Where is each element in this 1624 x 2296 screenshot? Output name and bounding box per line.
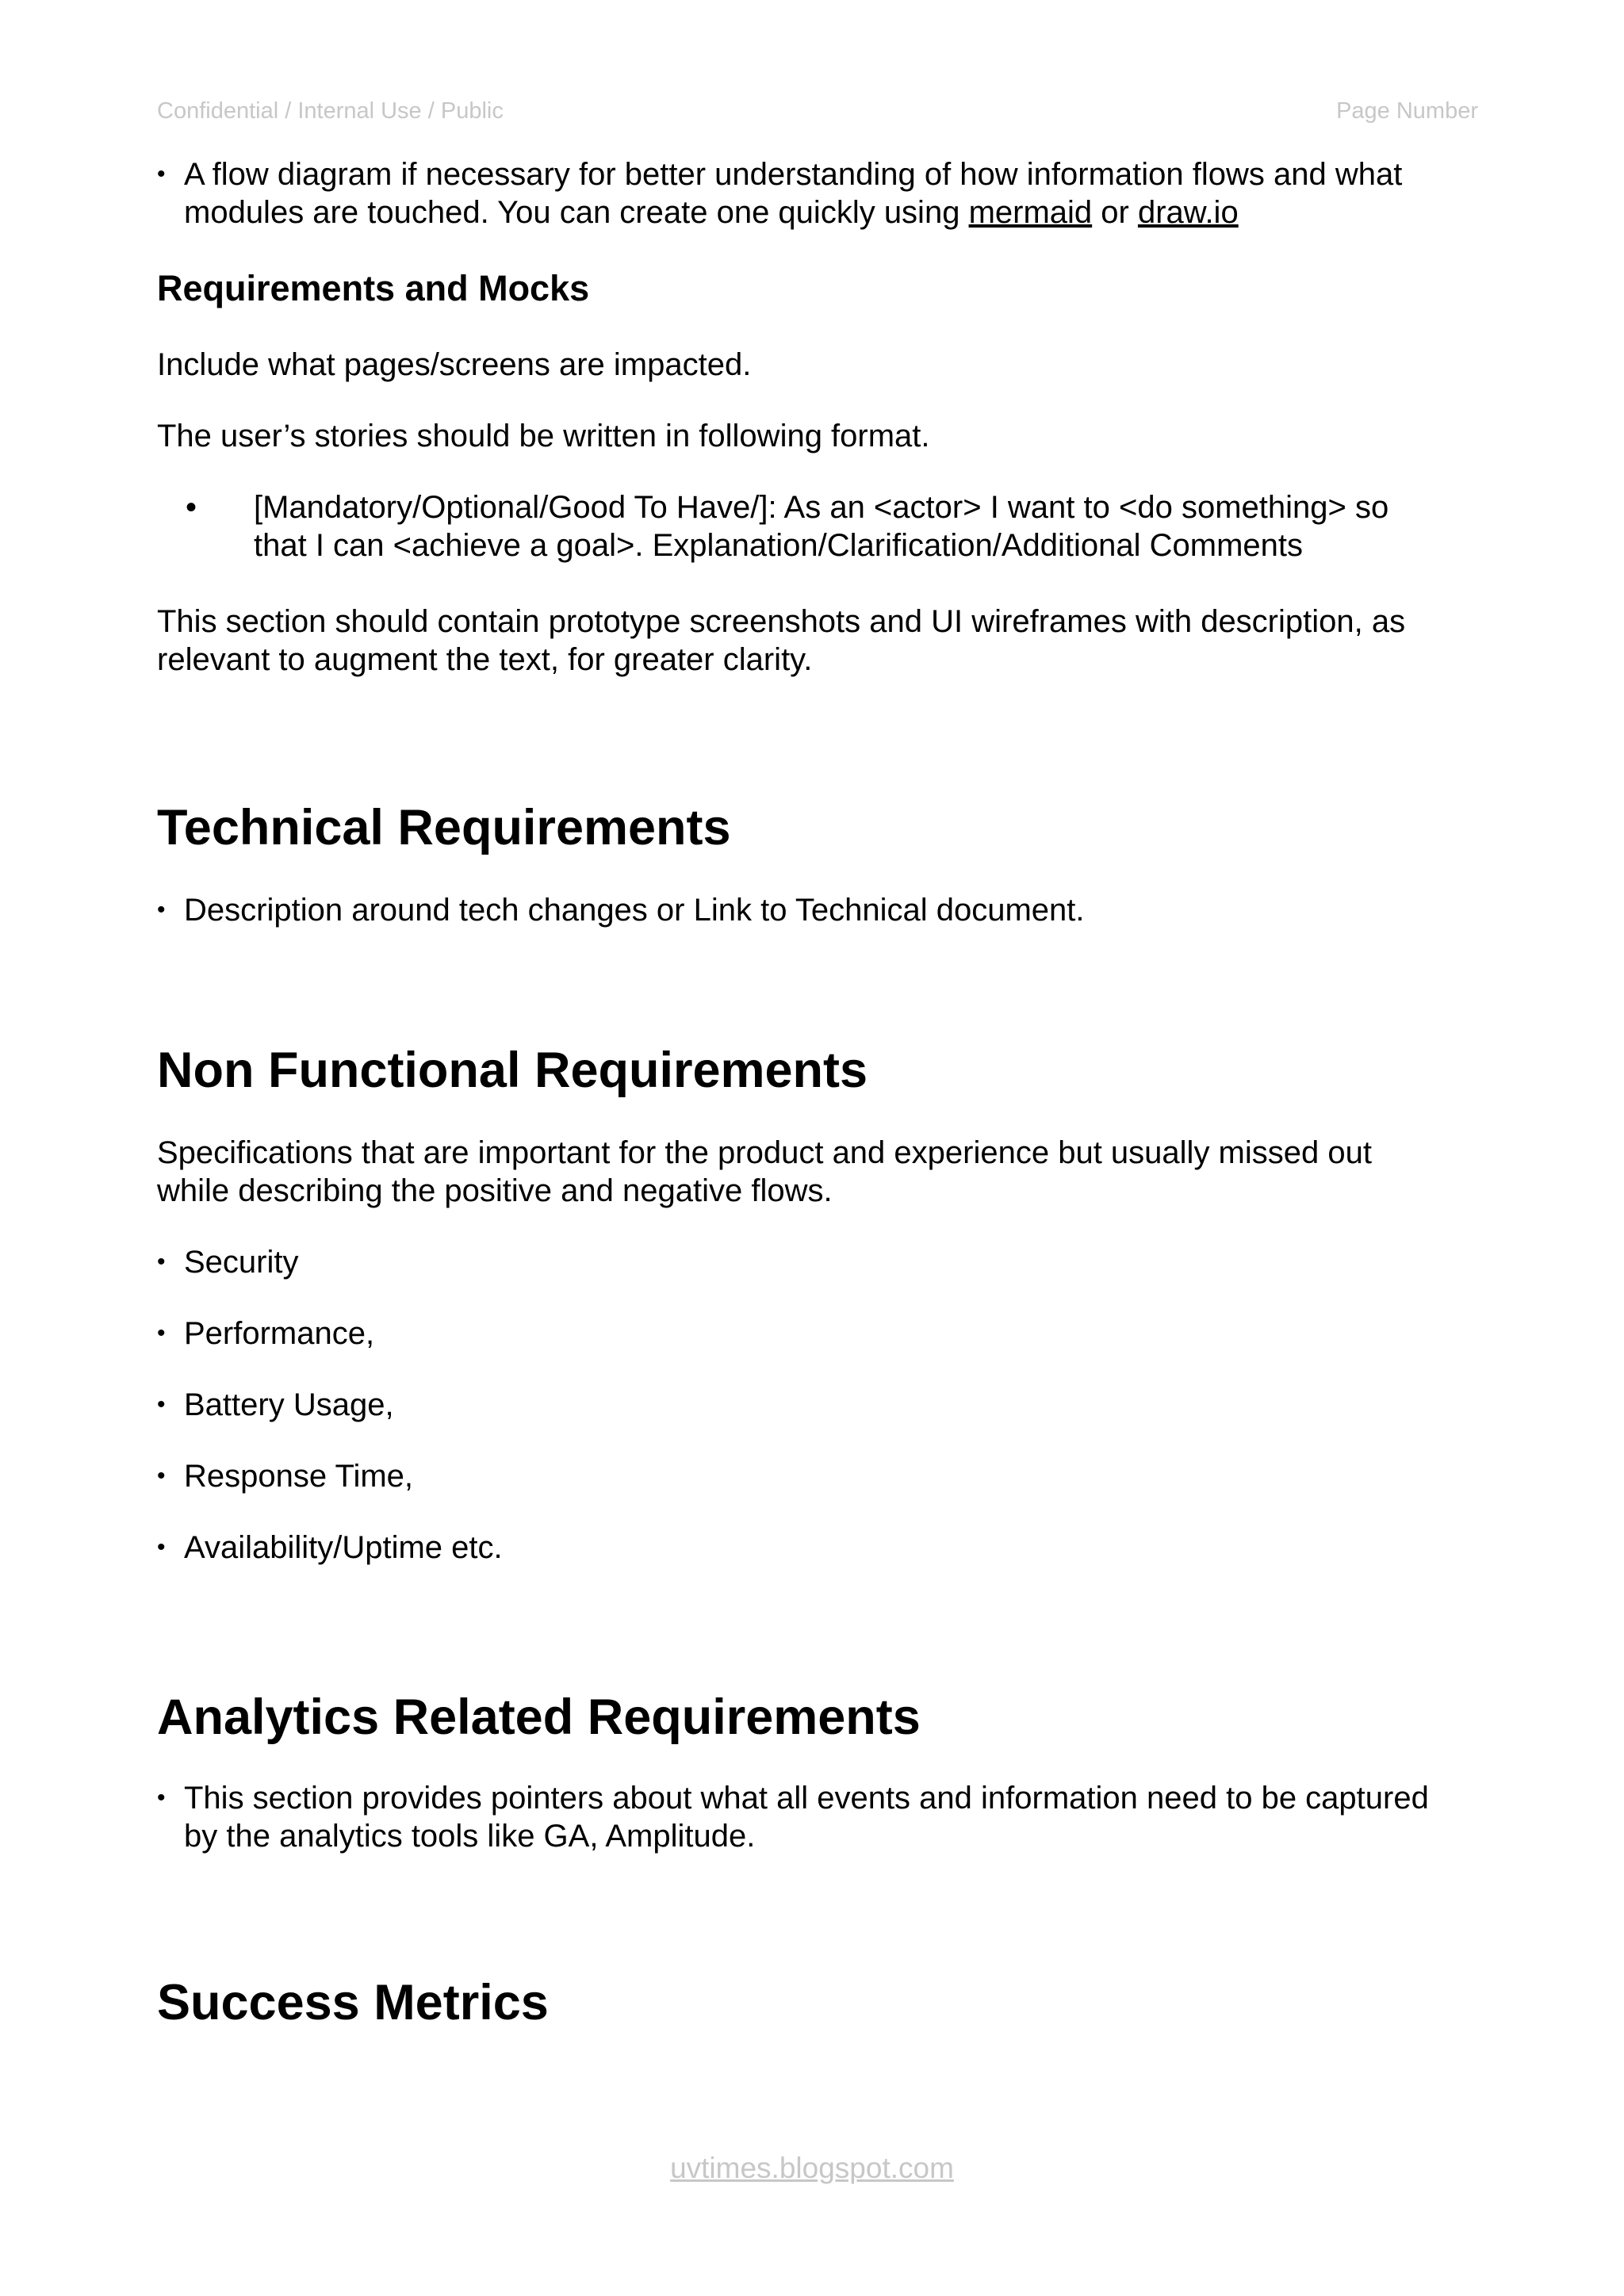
non-functional-line2: while describing the positive and negative flows.: [157, 1173, 833, 1208]
analytics-bullet: [157, 1779, 1489, 1855]
technical-bullet: [157, 891, 1489, 929]
flow-bullet-or: or: [1092, 195, 1138, 230]
nfr-item-label: Security: [184, 1245, 299, 1280]
bullet-marker: •: [157, 1534, 166, 1560]
user-stories-format-text: The user’s stories should be written in following format.: [157, 419, 930, 453]
analytics-bullet-line1: This section provides pointers about what all events and information need to be captured: [184, 1781, 1429, 1816]
bullet-marker: •: [157, 1391, 166, 1418]
flow-bullet-line2-prefix: modules are touched. You can create one quickly using: [184, 195, 969, 230]
nfr-item-label: Response Time,: [184, 1459, 414, 1494]
non-functional-line1: Specifications that are important for the product and experience but usually missed out: [157, 1135, 1372, 1170]
bullet-marker: •: [157, 1785, 166, 1811]
impacted-pages-text: Include what pages/screens are impacted.: [157, 347, 752, 382]
document-body: [157, 155, 1489, 2031]
nfr-item-performance: [157, 1314, 1489, 1353]
prototype-line2: relevant to augment the text, for greater clarity.: [157, 642, 813, 677]
technical-bullet-text: Description around tech changes or Link to Technical document.: [184, 893, 1085, 928]
requirements-mocks-heading: Requirements and Mocks: [157, 268, 590, 308]
drawio-link[interactable]: draw.io: [1137, 195, 1239, 230]
header-page-number: Page Number: [1336, 98, 1478, 124]
analytics-bullet-line2: by the analytics tools like GA, Amplitude.: [184, 1819, 756, 1854]
non-functional-paragraph: [157, 1134, 1489, 1210]
bullet-marker: •: [157, 1320, 166, 1346]
bullet-marker: •: [157, 1249, 166, 1275]
nfr-item-response-time: [157, 1457, 1489, 1495]
nfr-item-security: [157, 1243, 1489, 1281]
prototype-line1: This section should contain prototype screenshots and UI wireframes with description, as: [157, 604, 1406, 639]
success-metrics-heading: Success Metrics: [157, 1975, 549, 2030]
user-story-line2: that I can <achieve a goal>. Explanation/Clarification/Additional Comments: [254, 528, 1303, 563]
analytics-heading: Analytics Related Requirements: [157, 1689, 921, 1745]
flow-diagram-bullet: [157, 155, 1489, 232]
footer-blog-link[interactable]: uvtimes.blogspot.com: [670, 2152, 954, 2184]
bullet-marker: •: [157, 897, 166, 923]
technical-requirements-heading: Technical Requirements: [157, 800, 731, 855]
bullet-marker: •: [157, 161, 166, 187]
user-story-line1: [Mandatory/Optional/Good To Have/]: As an <actor> I want to <do something> so: [254, 490, 1389, 525]
nfr-item-battery: [157, 1386, 1489, 1424]
flow-bullet-line2: [184, 193, 1489, 232]
nfr-item-label: Performance,: [184, 1316, 375, 1351]
flow-bullet-line1: A flow diagram if necessary for better understanding of how information flows and what: [184, 157, 1403, 192]
nfr-item-label: Battery Usage,: [184, 1387, 394, 1422]
nfr-item-label: Availability/Uptime etc.: [184, 1530, 503, 1565]
non-functional-heading: Non Functional Requirements: [157, 1043, 868, 1098]
prototype-paragraph: [157, 603, 1489, 679]
bullet-marker: •: [157, 1463, 166, 1489]
bullet-marker: •: [186, 490, 197, 525]
header-classification: Confidential / Internal Use / Public: [157, 98, 504, 124]
user-story-bullet: [157, 488, 1489, 564]
mermaid-link[interactable]: mermaid: [968, 195, 1093, 230]
nfr-item-availability: [157, 1529, 1489, 1567]
